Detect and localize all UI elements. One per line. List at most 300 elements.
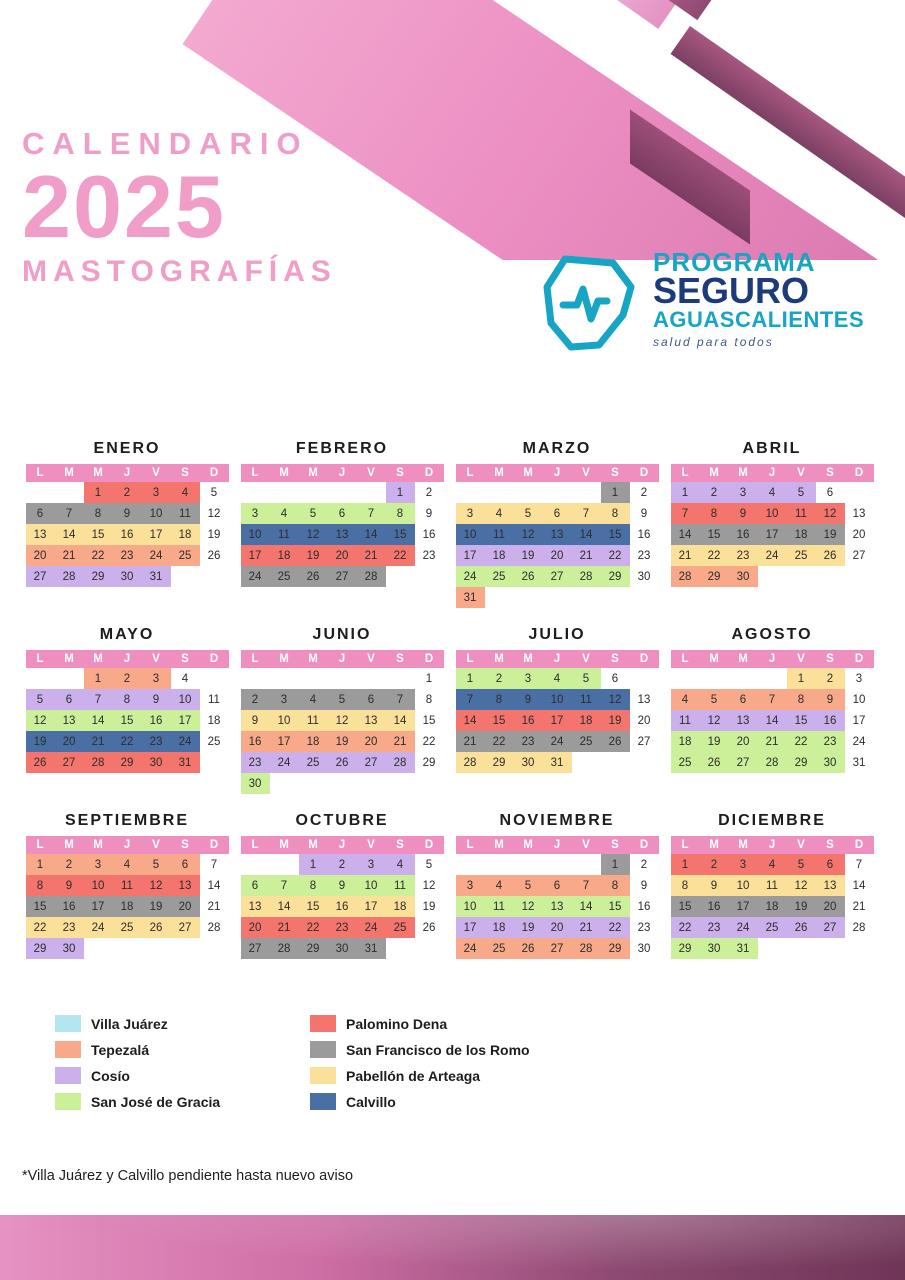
empty-day-cell — [415, 566, 444, 587]
empty-day-cell — [357, 482, 386, 503]
day-cell: 5 — [787, 482, 816, 503]
day-cell: 23 — [328, 917, 357, 938]
month-block-febrero — [237, 440, 447, 608]
day-cell: 4 — [386, 854, 415, 875]
day-cell: 17 — [84, 896, 113, 917]
legend-item — [310, 1041, 530, 1058]
day-cell: 12 — [328, 710, 357, 731]
empty-day-cell — [200, 566, 229, 587]
day-cell: 23 — [637, 549, 651, 562]
day-cell: 25 — [572, 731, 601, 752]
empty-day-cell — [729, 668, 758, 689]
week-row — [26, 689, 229, 710]
week-row — [26, 503, 229, 524]
day-cell: 20 — [852, 528, 866, 541]
day-cell: 8 — [113, 689, 142, 710]
day-cell: 1 — [601, 854, 630, 875]
day-cell: 29 — [299, 938, 328, 959]
week-row — [671, 668, 874, 689]
weekday-header: S — [386, 836, 415, 854]
day-cell: 5 — [328, 689, 357, 710]
day-cell: 4 — [758, 854, 787, 875]
weekday-header: J — [543, 464, 572, 482]
day-cell: 15 — [299, 896, 328, 917]
day-cell: 20 — [543, 917, 572, 938]
week-row — [456, 875, 659, 896]
day-cell: 27 — [816, 917, 845, 938]
month-block-mayo — [22, 626, 232, 794]
day-cell: 27 — [241, 938, 270, 959]
month-name: ABRIL — [742, 440, 802, 457]
week-row — [671, 545, 874, 566]
month-name: ENERO — [93, 440, 161, 457]
legend-color-swatch — [310, 1041, 336, 1058]
day-cell: 15 — [422, 714, 436, 727]
day-cell: 9 — [328, 875, 357, 896]
legend-label: Cosío — [91, 1067, 130, 1084]
weekday-header: D — [845, 464, 874, 482]
day-cell: 6 — [328, 503, 357, 524]
day-cell: 3 — [729, 854, 758, 875]
day-cell: 23 — [55, 917, 84, 938]
day-cell: 13 — [543, 524, 572, 545]
empty-day-cell — [572, 587, 601, 608]
day-cell: 6 — [729, 689, 758, 710]
day-cell: 28 — [357, 566, 386, 587]
day-cell: 13 — [357, 710, 386, 731]
day-cell: 3 — [142, 668, 171, 689]
empty-day-cell — [26, 668, 55, 689]
weekday-header-row — [241, 836, 444, 854]
day-cell: 17 — [241, 545, 270, 566]
day-cell: 18 — [299, 731, 328, 752]
weekday-header: D — [200, 650, 229, 668]
weekday-header: M — [700, 464, 729, 482]
day-cell: 17 — [142, 524, 171, 545]
week-row — [456, 710, 659, 731]
weekday-header: S — [816, 650, 845, 668]
empty-day-cell — [787, 566, 816, 587]
week-row — [456, 917, 659, 938]
day-cell: 3 — [270, 689, 299, 710]
day-cell: 20 — [241, 917, 270, 938]
weekday-header: M — [55, 836, 84, 854]
empty-day-cell — [601, 587, 630, 608]
week-row — [671, 503, 874, 524]
day-cell: 7 — [572, 503, 601, 524]
day-cell: 30 — [637, 942, 651, 955]
day-cell: 18 — [270, 545, 299, 566]
day-cell: 10 — [270, 710, 299, 731]
day-cell: 5 — [700, 689, 729, 710]
week-row — [26, 752, 229, 773]
week-row — [456, 731, 659, 752]
empty-day-cell — [270, 482, 299, 503]
legend-color-swatch — [310, 1067, 336, 1084]
day-cell: 7 — [55, 503, 84, 524]
day-cell: 20 — [55, 731, 84, 752]
day-cell: 26 — [26, 752, 55, 773]
day-cell: 7 — [84, 689, 113, 710]
week-row — [241, 731, 444, 752]
week-row — [26, 524, 229, 545]
weekday-header: M — [514, 650, 543, 668]
weekday-header: J — [113, 464, 142, 482]
week-row — [456, 854, 659, 875]
day-cell: 25 — [485, 938, 514, 959]
legend-column-right — [310, 1015, 530, 1119]
day-cell: 29 — [422, 756, 436, 769]
month-table — [241, 836, 444, 959]
day-cell: 21 — [758, 731, 787, 752]
day-cell: 24 — [456, 938, 485, 959]
day-cell: 28 — [572, 938, 601, 959]
day-cell: 2 — [55, 854, 84, 875]
day-cell: 26 — [142, 917, 171, 938]
day-cell: 8 — [485, 689, 514, 710]
day-cell: 16 — [422, 528, 436, 541]
calendar-month-row — [22, 812, 882, 977]
weekday-header: L — [456, 464, 485, 482]
day-cell: 19 — [514, 545, 543, 566]
legend-label: San Francisco de los Romo — [346, 1041, 530, 1058]
day-cell: 9 — [640, 507, 648, 520]
empty-day-cell — [241, 668, 270, 689]
empty-day-cell — [572, 482, 601, 503]
day-cell: 13 — [241, 896, 270, 917]
day-cell: 10 — [357, 875, 386, 896]
day-cell: 11 — [671, 710, 700, 731]
day-cell: 31 — [171, 752, 200, 773]
day-cell: 25 — [671, 752, 700, 773]
empty-day-cell — [845, 938, 874, 959]
month-name: SEPTIEMBRE — [64, 812, 189, 829]
week-row — [26, 917, 229, 938]
month-table — [671, 650, 874, 773]
day-cell: 19 — [700, 731, 729, 752]
weekday-header-row — [671, 464, 874, 482]
day-cell: 28 — [207, 921, 221, 934]
day-cell: 6 — [26, 503, 55, 524]
day-cell: 19 — [601, 710, 630, 731]
day-cell: 28 — [270, 938, 299, 959]
day-cell: 25 — [270, 566, 299, 587]
day-cell: 5 — [514, 875, 543, 896]
day-cell: 30 — [637, 570, 651, 583]
day-cell: 21 — [671, 545, 700, 566]
week-row — [26, 896, 229, 917]
month-name: MARZO — [522, 440, 592, 457]
day-cell: 18 — [671, 731, 700, 752]
day-cell: 14 — [852, 879, 866, 892]
weekday-header-row — [671, 650, 874, 668]
day-cell: 25 — [386, 917, 415, 938]
day-cell: 11 — [572, 689, 601, 710]
week-row — [26, 545, 229, 566]
week-row — [241, 566, 444, 587]
weekday-header: M — [55, 650, 84, 668]
day-cell: 21 — [84, 731, 113, 752]
day-cell: 28 — [84, 752, 113, 773]
day-cell: 10 — [543, 689, 572, 710]
day-cell: 31 — [142, 566, 171, 587]
day-cell: 26 — [700, 752, 729, 773]
day-cell: 11 — [758, 875, 787, 896]
day-cell: 18 — [207, 714, 221, 727]
legend-label: Pabellón de Arteaga — [346, 1067, 481, 1084]
day-cell: 2 — [700, 854, 729, 875]
legend-item — [55, 1093, 310, 1110]
day-cell: 8 — [299, 875, 328, 896]
day-cell: 8 — [84, 503, 113, 524]
weekday-header: J — [543, 836, 572, 854]
empty-day-cell — [758, 938, 787, 959]
day-cell: 14 — [357, 524, 386, 545]
day-cell: 1 — [787, 668, 816, 689]
week-row — [456, 566, 659, 587]
day-cell: 9 — [514, 689, 543, 710]
day-cell: 8 — [671, 875, 700, 896]
day-cell: 24 — [758, 545, 787, 566]
day-cell: 30 — [55, 938, 84, 959]
day-cell: 18 — [572, 710, 601, 731]
day-cell: 16 — [55, 896, 84, 917]
legend-item — [55, 1067, 310, 1084]
weekday-header: M — [514, 836, 543, 854]
weekday-header: L — [671, 836, 700, 854]
day-cell: 12 — [299, 524, 328, 545]
empty-day-cell — [142, 938, 171, 959]
legend-label: Tepezalá — [91, 1041, 150, 1058]
week-row — [671, 917, 874, 938]
weekday-header: V — [572, 464, 601, 482]
day-cell: 6 — [543, 503, 572, 524]
day-cell: 12 — [700, 710, 729, 731]
day-cell: 20 — [328, 545, 357, 566]
empty-day-cell — [386, 938, 415, 959]
day-cell: 2 — [425, 486, 433, 499]
day-cell: 30 — [113, 566, 142, 587]
weekday-header: S — [171, 650, 200, 668]
day-cell: 12 — [816, 503, 845, 524]
day-cell: 12 — [514, 524, 543, 545]
week-row — [671, 938, 874, 959]
legend-label: San José de Gracia — [91, 1093, 221, 1110]
empty-day-cell — [485, 587, 514, 608]
day-cell: 22 — [386, 545, 415, 566]
week-row — [241, 545, 444, 566]
day-cell: 23 — [700, 917, 729, 938]
week-row — [241, 668, 444, 689]
empty-day-cell — [572, 854, 601, 875]
week-row — [26, 482, 229, 503]
day-cell: 18 — [386, 896, 415, 917]
weekday-header: D — [630, 464, 659, 482]
weekday-header: L — [671, 650, 700, 668]
day-cell: 4 — [299, 689, 328, 710]
logo-text — [653, 249, 864, 349]
day-cell: 19 — [142, 896, 171, 917]
weekday-header-row — [26, 650, 229, 668]
day-cell: 8 — [386, 503, 415, 524]
weekday-header: J — [328, 464, 357, 482]
empty-day-cell — [514, 587, 543, 608]
week-row — [241, 938, 444, 959]
day-cell: 10 — [142, 503, 171, 524]
day-cell: 14 — [456, 710, 485, 731]
weekday-header: L — [241, 650, 270, 668]
week-row — [456, 689, 659, 710]
empty-day-cell — [386, 668, 415, 689]
day-cell: 2 — [113, 482, 142, 503]
empty-day-cell — [758, 668, 787, 689]
day-cell: 28 — [55, 566, 84, 587]
logo-line-programa: PROGRAMA — [653, 247, 816, 277]
day-cell: 26 — [514, 938, 543, 959]
day-cell: 30 — [729, 566, 758, 587]
day-cell: 25 — [299, 752, 328, 773]
day-cell: 3 — [456, 503, 485, 524]
day-cell: 22 — [700, 545, 729, 566]
day-cell: 24 — [270, 752, 299, 773]
weekday-header: M — [729, 464, 758, 482]
day-cell: 11 — [270, 524, 299, 545]
logo-tagline: salud para todos — [653, 335, 774, 349]
empty-day-cell — [328, 668, 357, 689]
weekday-header: D — [630, 650, 659, 668]
day-cell: 27 — [637, 735, 651, 748]
week-row — [241, 896, 444, 917]
day-cell: 8 — [601, 503, 630, 524]
day-cell: 1 — [84, 668, 113, 689]
day-cell: 10 — [456, 896, 485, 917]
week-row — [241, 854, 444, 875]
day-cell: 16 — [142, 710, 171, 731]
program-logo — [535, 245, 865, 365]
empty-day-cell — [241, 482, 270, 503]
day-cell: 21 — [572, 545, 601, 566]
weekday-header: V — [357, 836, 386, 854]
title-calendario: CALENDARIO — [22, 126, 309, 161]
empty-day-cell — [572, 752, 601, 773]
day-cell: 14 — [55, 524, 84, 545]
day-cell: 22 — [299, 917, 328, 938]
month-table — [26, 650, 229, 773]
empty-day-cell — [485, 482, 514, 503]
calendar-month-row — [22, 626, 882, 812]
day-cell: 24 — [543, 731, 572, 752]
day-cell: 2 — [485, 668, 514, 689]
weekday-header: M — [270, 464, 299, 482]
week-row — [671, 875, 874, 896]
day-cell: 30 — [816, 752, 845, 773]
empty-day-cell — [357, 668, 386, 689]
legend-label: Calvillo — [346, 1093, 396, 1110]
day-cell: 23 — [241, 752, 270, 773]
empty-day-cell — [55, 668, 84, 689]
day-cell: 7 — [386, 689, 415, 710]
day-cell: 4 — [758, 482, 787, 503]
day-cell: 26 — [422, 921, 436, 934]
day-cell: 28 — [386, 752, 415, 773]
day-cell: 23 — [816, 731, 845, 752]
day-cell: 6 — [826, 486, 834, 499]
day-cell: 28 — [671, 566, 700, 587]
legend-color-swatch — [55, 1015, 81, 1032]
day-cell: 22 — [601, 917, 630, 938]
empty-day-cell — [543, 482, 572, 503]
day-cell: 5 — [787, 854, 816, 875]
day-cell: 13 — [729, 710, 758, 731]
weekday-header: M — [84, 836, 113, 854]
week-row — [241, 524, 444, 545]
month-block-enero — [22, 440, 232, 608]
day-cell: 17 — [270, 731, 299, 752]
legend-label: Villa Juárez — [91, 1015, 168, 1032]
day-cell: 25 — [207, 735, 221, 748]
day-cell: 22 — [84, 545, 113, 566]
day-cell: 13 — [55, 710, 84, 731]
day-cell: 1 — [601, 482, 630, 503]
weekday-header: D — [415, 836, 444, 854]
day-cell: 3 — [456, 875, 485, 896]
day-cell: 29 — [787, 752, 816, 773]
weekday-header: M — [729, 836, 758, 854]
heartbeat-state-icon — [535, 253, 645, 353]
month-table — [456, 836, 659, 959]
ribbon-band-2 — [560, 0, 899, 29]
day-cell: 9 — [640, 879, 648, 892]
day-cell: 3 — [84, 854, 113, 875]
logo-line-aguascalientes: AGUASCALIENTES — [653, 307, 865, 332]
day-cell: 5 — [514, 503, 543, 524]
calendar-month-row — [22, 440, 882, 626]
day-cell: 22 — [26, 917, 55, 938]
empty-day-cell — [630, 668, 659, 689]
day-cell: 23 — [142, 731, 171, 752]
day-cell: 9 — [113, 503, 142, 524]
day-cell: 26 — [787, 917, 816, 938]
weekday-header: S — [386, 650, 415, 668]
day-cell: 21 — [207, 900, 221, 913]
week-row — [241, 482, 444, 503]
day-cell: 18 — [787, 524, 816, 545]
weekday-header-row — [671, 836, 874, 854]
empty-day-cell — [299, 668, 328, 689]
day-cell: 20 — [816, 896, 845, 917]
day-cell: 7 — [572, 875, 601, 896]
day-cell: 26 — [207, 549, 221, 562]
weekday-header: D — [200, 836, 229, 854]
day-cell: 9 — [241, 710, 270, 731]
day-cell: 7 — [671, 503, 700, 524]
day-cell: 15 — [700, 524, 729, 545]
day-cell: 21 — [852, 900, 866, 913]
day-cell: 3 — [241, 503, 270, 524]
weekday-header: D — [200, 464, 229, 482]
day-cell: 15 — [84, 524, 113, 545]
legend-color-swatch — [310, 1093, 336, 1110]
empty-day-cell — [787, 938, 816, 959]
weekday-header: J — [543, 650, 572, 668]
day-cell: 4 — [270, 503, 299, 524]
day-cell: 24 — [852, 735, 866, 748]
day-cell: 7 — [758, 689, 787, 710]
legend-color-swatch — [310, 1015, 336, 1032]
day-cell: 8 — [425, 693, 433, 706]
day-cell: 5 — [299, 503, 328, 524]
weekday-header: V — [787, 650, 816, 668]
